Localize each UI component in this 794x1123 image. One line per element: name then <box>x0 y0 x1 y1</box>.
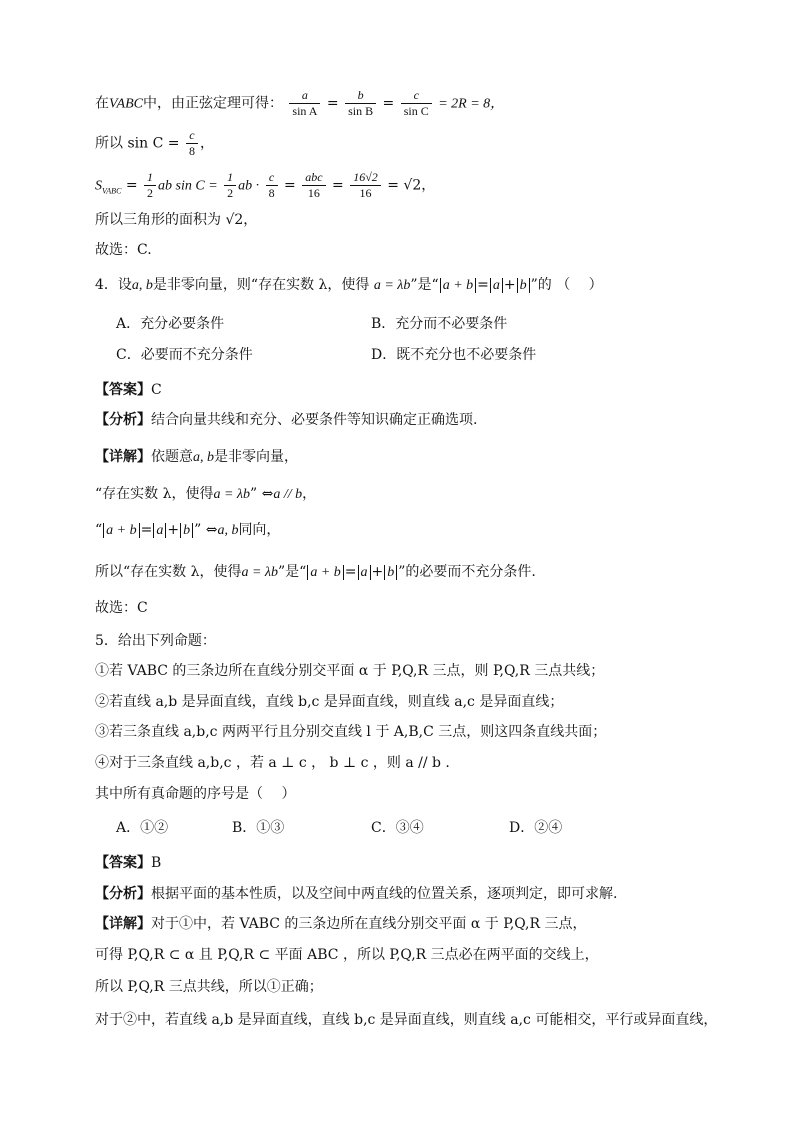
q5-question: 其中所有真命题的序号是（ ） <box>95 786 296 802</box>
triangle-symbol: VABC <box>109 96 143 112</box>
solution-line-area: $S_{VABC}$ = $\frac{1}{2}$ ab sin C = $\frac{1}{2}$ ab · $\frac{c}{8}$ = $\frac{\text{abc}}{16}$ = $\frac{16√2}{16}$ = √2， <box>95 170 436 200</box>
solution-line-sine-law: 在VABC中，由正弦定理可得： $\frac{a}{\text{sin A}}$ = $\frac{b}{\text{sin B}}$ = $\frac{c}{\text{sin C}}$ = 2R = 8， <box>95 88 505 118</box>
text: ， <box>199 135 214 152</box>
q5-option-c: C．③④ <box>371 820 424 836</box>
q5-answer: 【答案】B <box>95 855 162 871</box>
area-symbol: S <box>95 178 102 194</box>
fraction: $\frac{c}{8}$ <box>266 170 278 201</box>
q5-proposition-3: ③若三条直线 a,b,c 两两平行且分别交直线 l 于 A,B,C 三点，则这四条直线共面； <box>95 724 607 740</box>
fraction: $\frac{a}{\text{sin A}}$ <box>289 88 320 119</box>
fraction: $\frac{c}{\text{sin C}}$ <box>401 88 432 119</box>
q4-option-a: A．充分必要条件 <box>116 316 225 332</box>
text: 在 <box>95 95 109 112</box>
q4-answer: 【答案】C <box>95 382 162 398</box>
fraction: $\frac{1}{2}$ <box>144 170 156 201</box>
solution-line-conclusion: 所以三角形的面积为 √2， <box>95 212 258 228</box>
q4-option-d: D．既不充分也不必要条件 <box>371 347 537 363</box>
text: = 2R = 8， <box>438 96 505 112</box>
q5-option-a: A．①② <box>116 820 169 836</box>
q4-option-c: C．必要而不充分条件 <box>116 347 253 363</box>
fraction: $\frac{1}{2}$ <box>224 170 236 201</box>
q5-proposition-1: ①若 VABC 的三条边所在直线分别交平面 α 于 P,Q,R 三点，则 P,Q,R 三点共线； <box>95 663 605 679</box>
q5-option-d: D．②④ <box>509 820 563 836</box>
question-4-stem: 4．设a, b是非零向量，则“存在实数 λ，使得 a = λb”是“ a + b = a + b ”的 （ ） <box>95 277 603 293</box>
q4-detail-4: 所以“存在实数 λ，使得a = λb”是“ a + b = a + b ”的必要而不充分条件. <box>95 564 536 580</box>
solution-line-choice: 故选：C. <box>95 242 152 258</box>
q4-detail-1: 【详解】依题意a, b是非零向量， <box>95 449 298 465</box>
fraction: $\frac{\text{abc}}{16}$ <box>302 170 325 201</box>
q5-proposition-2: ②若直线 a,b 是异面直线，直线 b,c 是异面直线，则直线 a,c 是异面直线； <box>95 694 564 710</box>
fraction: $\frac{c}{8}$ <box>186 128 198 159</box>
q5-option-b: B．①③ <box>232 820 285 836</box>
q4-detail-3: “ a + b = a + b ” ⇔a, b同向， <box>95 522 281 538</box>
subscript: VABC <box>102 186 122 196</box>
q5-proposition-4: ④对于三条直线 a,b,c ，若 a ⊥ c ， b ⊥ c ，则 a // b . <box>95 755 450 771</box>
text: 中，由正弦定理可得： <box>142 95 283 112</box>
q5-detail-2: 可得 P,Q,R ⊂ α 且 P,Q,R ⊂ 平面 ABC ，所以 P,Q,R 三点必在两平面的交线上， <box>95 947 599 963</box>
question-5-stem: 5．给出下列命题： <box>95 633 216 649</box>
q5-analysis: 【分析】根据平面的基本性质，以及空间中两直线的位置关系，逐项判定，即可求解. <box>95 886 618 902</box>
q5-detail-3: 所以 P,Q,R 三点共线，所以①正确； <box>95 979 323 995</box>
q5-detail-4: 对于②中，若直线 a,b 是异面直线，直线 b,c 是异面直线，则直线 a,c 可能相交，平行或异面直线， <box>95 1012 718 1028</box>
fraction: $\frac{16√2}{16}$ <box>350 170 381 201</box>
q5-detail-1: 【详解】对于①中，若 VABC 的三条边所在直线分别交平面 α 于 P,Q,R 三点， <box>95 916 587 932</box>
q4-detail-2: “存在实数 λ，使得a = λb” ⇔a // b， <box>95 486 317 502</box>
solution-line-sinC <box>95 128 214 159</box>
q4-analysis: 【分析】结合向量共线和充分、必要条件等知识确定正确选项. <box>95 412 478 428</box>
q4-detail-5: 故选：C <box>95 600 148 616</box>
q4-option-b: B．充分而不必要条件 <box>371 316 508 332</box>
fraction: $\frac{b}{\text{sin B}}$ <box>345 88 376 119</box>
text: 所以 sin C = <box>95 135 180 152</box>
